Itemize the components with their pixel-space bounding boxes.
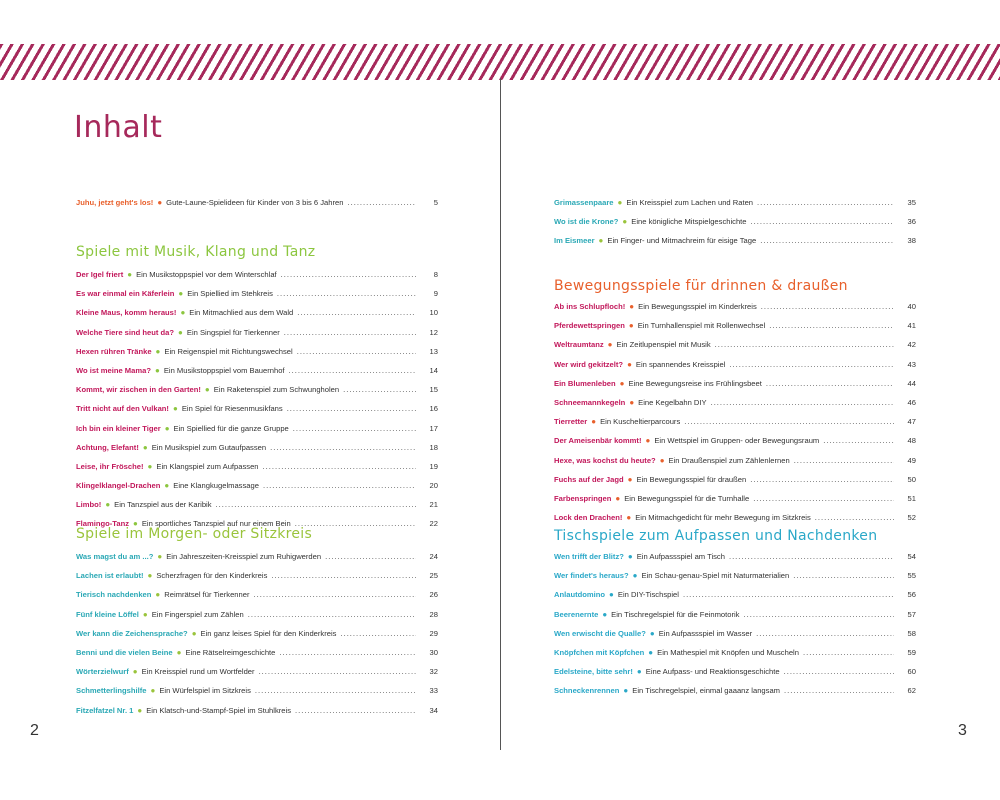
- entry-name: Wen trifft der Blitz?: [554, 552, 624, 561]
- dot-leader: [766, 379, 894, 388]
- entry-page: 15: [429, 385, 438, 395]
- bullet-dot-icon: ●: [204, 385, 210, 395]
- bullet-dot-icon: ●: [628, 321, 634, 331]
- dot-leader: [750, 475, 894, 484]
- bullet-dot-icon: ●: [172, 404, 178, 414]
- entry-name: Achtung, Elefant!: [76, 442, 139, 452]
- dot-leader: [769, 321, 894, 330]
- entry-description: Ein Reigenspiel mit Richtungswechsel: [164, 346, 293, 356]
- dot-leader: [281, 270, 416, 279]
- dot-leader: [255, 686, 416, 695]
- entry-page: 32: [429, 667, 438, 677]
- entry-name: Wen erwischt die Qualle?: [554, 628, 646, 638]
- toc-entry-intro[interactable]: [76, 198, 438, 217]
- entry-description: Ein Würfelspiel im Sitzkreis: [159, 686, 251, 696]
- toc-entry[interactable]: [554, 648, 916, 667]
- entry-name: Tritt nicht auf den Vulkan!: [76, 404, 169, 414]
- toc-entry[interactable]: [554, 552, 916, 571]
- dot-leader: [803, 648, 894, 657]
- entry-description: Ein spannendes Kreisspiel: [635, 359, 726, 369]
- dot-leader: [743, 610, 894, 619]
- dot-leader: [715, 340, 894, 349]
- section-title-tischspiele: Tischspiele zum Aufpassen und Nachdenken: [554, 528, 878, 544]
- entry-name: Wer wird gekitzelt?: [554, 359, 624, 369]
- entry-name: Wo ist meine Mama?: [76, 365, 151, 375]
- dot-leader: [751, 217, 895, 226]
- entry-page: 30: [429, 647, 438, 657]
- bullet-dot-icon: ●: [147, 461, 153, 471]
- entry-page: 60: [907, 667, 916, 677]
- entry-name: Fuchs auf der Jagd: [554, 474, 624, 484]
- dot-leader: [711, 398, 894, 407]
- dot-leader: [270, 443, 416, 452]
- entry-name: Juhu, jetzt geht's los!: [76, 198, 154, 207]
- entry-page: 58: [907, 628, 916, 638]
- toc-entry[interactable]: [554, 494, 916, 513]
- toc-entry[interactable]: [554, 629, 916, 648]
- toc-list-tischspiele: [554, 552, 916, 706]
- toc-entry[interactable]: [76, 385, 438, 404]
- dot-leader: [683, 590, 894, 599]
- dot-leader: [263, 462, 416, 471]
- entry-description: Ein Mitmachgedicht für mehr Bewegung im Sitzkreis: [635, 513, 811, 523]
- dot-leader: [757, 198, 894, 207]
- entry-name: Was magst du am ...?: [76, 552, 154, 561]
- toc-entry[interactable]: [76, 667, 438, 686]
- bullet-dot-icon: ●: [619, 378, 625, 388]
- dot-leader: [287, 404, 416, 413]
- entry-page: 51: [907, 493, 916, 503]
- dot-leader: [293, 424, 416, 433]
- entry-description: Ein sportliches Tanzspiel auf nur einem Bein: [141, 519, 291, 529]
- entry-name: Tierisch nachdenken: [76, 590, 152, 600]
- entry-description: Ein Jahreszeiten-Kreisspiel zum Ruhigwerden: [166, 552, 322, 561]
- dot-leader: [753, 494, 894, 503]
- entry-description: Ein Singspiel für Tierkenner: [186, 327, 280, 337]
- bullet-dot-icon: ●: [598, 236, 604, 246]
- bullet-dot-icon: ●: [180, 308, 186, 318]
- entry-description: Eine Bewegungsreise ins Frühlingsbeet: [628, 378, 762, 388]
- toc-entry[interactable]: [554, 436, 916, 455]
- entry-description: Eine königliche Mitspielgeschichte: [631, 217, 747, 227]
- bullet-dot-icon: ●: [602, 609, 608, 619]
- bullet-dot-icon: ●: [132, 667, 138, 677]
- entry-page: 33: [429, 686, 438, 696]
- entry-description: Ein Zeitlupenspiel mit Musik: [616, 340, 711, 350]
- toc-entry[interactable]: [76, 686, 438, 705]
- dot-leader: [263, 481, 416, 490]
- dot-leader: [297, 347, 416, 356]
- entry-page: 59: [907, 647, 916, 657]
- entry-page: 5: [433, 198, 438, 207]
- entry-page: 44: [907, 378, 916, 388]
- entry-name: Hexen rühren Tränke: [76, 346, 152, 356]
- bullet-dot-icon: ●: [150, 686, 156, 696]
- entry-description: Ein Bewegungsspiel für draußen: [636, 474, 747, 484]
- toc-list-sitzkreis: [76, 552, 438, 725]
- entry-description: Eine Aufpass- und Reaktionsgeschichte: [645, 667, 780, 677]
- bullet-dot-icon: ●: [155, 346, 161, 356]
- dot-leader: [259, 667, 416, 676]
- entry-description: Reimrätsel für Tierkenner: [164, 590, 250, 600]
- entry-description: Gute-Laune-Spielideen für Kinder von 3 bis 6 Jahren: [166, 198, 344, 207]
- entry-name: Tierretter: [554, 417, 588, 427]
- entry-description: Ein Spiellied für die ganze Gruppe: [173, 423, 289, 433]
- toc-entry[interactable]: [554, 590, 916, 609]
- entry-page: 38: [907, 236, 916, 246]
- entry-name: Beerenernte: [554, 609, 599, 619]
- section-title-musik: Spiele mit Musik, Klang und Tanz: [76, 244, 316, 260]
- bullet-dot-icon: ●: [142, 609, 148, 619]
- dot-leader: [340, 629, 416, 638]
- dot-leader: [761, 302, 894, 311]
- entry-description: Ein Bewegungsspiel im Kinderkreis: [638, 302, 757, 311]
- entry-description: Scherzfragen für den Kinderkreis: [156, 571, 268, 581]
- entry-page: 35: [907, 198, 916, 207]
- toc-entry[interactable]: [76, 481, 438, 500]
- toc-entry[interactable]: [554, 236, 916, 255]
- entry-page: 25: [429, 571, 438, 581]
- toc-entry[interactable]: [554, 667, 916, 686]
- entry-description: Ein Musikstoppspiel vom Bauernhof: [163, 365, 285, 375]
- entry-page: 20: [429, 481, 438, 491]
- entry-description: Ein Klatsch-und-Stampf-Spiel im Stuhlkreis: [146, 705, 291, 715]
- bullet-dot-icon: ●: [105, 500, 111, 510]
- entry-name: Ab ins Schlupfloch!: [554, 302, 626, 311]
- toc-entry[interactable]: [76, 424, 438, 443]
- dot-leader: [343, 385, 416, 394]
- bullet-dot-icon: ●: [615, 493, 621, 503]
- entry-page: 21: [429, 500, 438, 510]
- dot-leader: [271, 571, 416, 580]
- entry-name: Fitzelfatzel Nr. 1: [76, 705, 134, 715]
- page-gutter-line: [500, 78, 501, 750]
- bullet-dot-icon: ●: [157, 552, 163, 561]
- bullet-dot-icon: ●: [622, 217, 628, 227]
- toc-entry[interactable]: [554, 571, 916, 590]
- entry-description: Ein Musikspiel zum Gutaufpassen: [151, 442, 267, 452]
- bullet-dot-icon: ●: [137, 705, 143, 715]
- toc-entry[interactable]: [554, 686, 916, 705]
- entry-name: Weltraumtanz: [554, 340, 604, 350]
- entry-name: Schmetterlingshilfe: [76, 686, 147, 696]
- entry-description: Ein Draußenspiel zum Zählenlernen: [668, 455, 790, 465]
- dot-leader: [729, 552, 894, 561]
- entry-name: Schneckenrennen: [554, 686, 620, 696]
- entry-description: Eine Klangkugelmassage: [173, 481, 259, 491]
- bullet-dot-icon: ●: [142, 442, 148, 452]
- toc-entry[interactable]: [76, 328, 438, 347]
- entry-page: 49: [907, 455, 916, 465]
- dot-leader: [784, 667, 894, 676]
- entry-name: Wer findet's heraus?: [554, 571, 629, 581]
- entry-description: Ein Tischregelspiel für die Feinmotorik: [611, 609, 740, 619]
- toc-entry[interactable]: [76, 706, 438, 725]
- entry-description: Ein ganz leises Spiel für den Kinderkreis: [200, 628, 337, 638]
- bullet-dot-icon: ●: [617, 198, 623, 207]
- entry-name: Ich bin ein kleiner Tiger: [76, 423, 161, 433]
- dot-leader: [295, 519, 416, 528]
- bullet-dot-icon: ●: [627, 359, 632, 369]
- entry-name: Limbo!: [76, 500, 102, 510]
- entry-description: Ein Turnhallenspiel mit Rollenwechsel: [637, 321, 766, 331]
- entry-name: Welche Tiere sind heut da?: [76, 327, 175, 337]
- toc-list-musik: [76, 270, 438, 539]
- bullet-dot-icon: ●: [178, 327, 183, 337]
- intro-list: [76, 198, 438, 217]
- bullet-dot-icon: ●: [127, 270, 133, 279]
- entry-name: Edelsteine, bitte sehr!: [554, 667, 633, 677]
- entry-description: Ein Aufpassspiel im Wasser: [658, 628, 753, 638]
- entry-name: Schneemannkegeln: [554, 397, 626, 407]
- dot-leader: [760, 236, 894, 245]
- entry-page: 13: [429, 346, 438, 356]
- dot-leader: [793, 571, 894, 580]
- entry-page: 16: [429, 404, 438, 414]
- entry-name: Im Eismeer: [554, 236, 595, 246]
- dot-leader: [347, 198, 416, 207]
- entry-name: Knöpfchen mit Köpfchen: [554, 647, 645, 657]
- bullet-dot-icon: ●: [648, 647, 654, 657]
- entry-page: 26: [429, 590, 438, 600]
- entry-description: Ein Kuscheltierparcours: [600, 417, 681, 427]
- dot-leader: [279, 648, 416, 657]
- bullet-dot-icon: ●: [154, 365, 160, 375]
- toc-entry[interactable]: [76, 404, 438, 423]
- entry-page: 47: [907, 417, 916, 427]
- bullet-dot-icon: ●: [176, 647, 182, 657]
- entry-description: Ein Finger- und Mitmachreim für eisige Tage: [607, 236, 757, 246]
- section-title-bewegung: Bewegungsspiele für drinnen & draußen: [554, 278, 848, 294]
- entry-page: 14: [429, 365, 438, 375]
- entry-page: 42: [907, 340, 916, 350]
- entry-page: 22: [429, 519, 438, 529]
- entry-description: Ein Spiellied im Stehkreis: [187, 289, 273, 299]
- entry-page: 24: [429, 552, 438, 561]
- entry-name: Benni und die vielen Beine: [76, 647, 173, 657]
- bullet-dot-icon: ●: [164, 423, 170, 433]
- toc-entry[interactable]: [76, 347, 438, 366]
- entry-name: Klingelklangel-Drachen: [76, 481, 161, 491]
- entry-name: Farbenspringen: [554, 493, 612, 503]
- toc-entry[interactable]: [554, 379, 916, 398]
- entry-name: Kleine Maus, komm heraus!: [76, 308, 177, 318]
- bullet-dot-icon: ●: [178, 289, 184, 299]
- toc-entry[interactable]: [76, 270, 438, 289]
- toc-entry[interactable]: [76, 308, 438, 327]
- bullet-dot-icon: ●: [636, 667, 642, 677]
- entry-description: Ein Schau-genau-Spiel mit Naturmaterialien: [641, 571, 790, 581]
- page-number-left: 2: [30, 722, 39, 739]
- toc-list-bewegung: [554, 302, 916, 532]
- toc-entry[interactable]: [76, 462, 438, 481]
- entry-page: 18: [429, 442, 438, 452]
- entry-name: Hexe, was kochst du heute?: [554, 455, 656, 465]
- dot-leader: [289, 366, 416, 375]
- toc-entry[interactable]: [76, 590, 438, 609]
- bullet-dot-icon: ●: [191, 628, 197, 638]
- dot-leader: [216, 500, 416, 509]
- bullet-dot-icon: ●: [607, 340, 613, 350]
- toc-entry[interactable]: [554, 360, 916, 379]
- bullet-dot-icon: ●: [659, 455, 665, 465]
- entry-page: 17: [429, 423, 438, 433]
- entry-page: 12: [429, 327, 438, 337]
- entry-description: Ein Musikstoppspiel vor dem Winterschlaf: [136, 270, 277, 279]
- entry-description: Ein Spiel für Riesenmusikfans: [181, 404, 283, 414]
- bullet-dot-icon: ●: [157, 198, 163, 207]
- entry-description: Ein Fingerspiel zum Zählen: [151, 609, 244, 619]
- entry-page: 54: [907, 552, 916, 561]
- bullet-dot-icon: ●: [627, 474, 633, 484]
- dot-leader: [729, 360, 894, 369]
- entry-name: Der Igel friert: [76, 270, 124, 279]
- entry-page: 43: [907, 359, 916, 369]
- bullet-dot-icon: ●: [155, 590, 161, 600]
- entry-page: 34: [429, 705, 438, 715]
- entry-description: Ein Tanzspiel aus der Karibik: [114, 500, 212, 510]
- entry-page: 52: [907, 513, 916, 523]
- bullet-dot-icon: ●: [133, 519, 138, 529]
- toc-entry[interactable]: [76, 552, 438, 571]
- entry-description: Ein Kreisspiel rund um Wortfelder: [141, 667, 255, 677]
- toc-entry[interactable]: [554, 417, 916, 436]
- bullet-dot-icon: ●: [609, 590, 614, 600]
- toc-entry[interactable]: [76, 610, 438, 629]
- entry-name: Lock den Drachen!: [554, 513, 623, 523]
- entry-description: Ein Klangspiel zum Aufpassen: [156, 461, 259, 471]
- toc-entry[interactable]: [76, 629, 438, 648]
- toc-entry[interactable]: [554, 302, 916, 321]
- entry-page: 28: [429, 609, 438, 619]
- entry-description: Ein Tischregelspiel, einmal gaaanz langsam: [632, 686, 781, 696]
- bullet-dot-icon: ●: [164, 481, 170, 491]
- toc-entry[interactable]: [554, 198, 916, 217]
- entry-description: Ein Mathespiel mit Knöpfen und Muscheln: [657, 647, 799, 657]
- dot-leader: [794, 456, 894, 465]
- entry-name: Flamingo-Tanz: [76, 519, 130, 529]
- entry-page: 10: [429, 308, 438, 318]
- dot-leader: [277, 289, 416, 298]
- entry-description: Ein Aufpassspiel am Tisch: [636, 552, 725, 561]
- toc-entry[interactable]: [76, 366, 438, 385]
- toc-entry[interactable]: [76, 500, 438, 519]
- entry-description: Ein Kreisspiel zum Lachen und Raten: [626, 198, 754, 207]
- entry-name: Der Ameisenbär kommt!: [554, 436, 642, 446]
- entry-page: 29: [429, 628, 438, 638]
- toc-entry[interactable]: [554, 610, 916, 629]
- page-title: Inhalt: [74, 110, 163, 145]
- toc-entry[interactable]: [554, 217, 916, 236]
- entry-page: 55: [907, 571, 916, 581]
- dot-leader: [248, 610, 416, 619]
- dot-leader: [325, 552, 416, 561]
- section-title-sitzkreis: Spiele im Morgen- oder Sitzkreis: [76, 526, 313, 542]
- bullet-dot-icon: ●: [632, 571, 638, 581]
- bullet-dot-icon: ●: [626, 513, 632, 523]
- dot-leader: [684, 417, 894, 426]
- entry-description: Eine Kegelbahn DIY: [638, 397, 707, 407]
- toc-entry[interactable]: [554, 321, 916, 340]
- toc-entry[interactable]: [554, 398, 916, 417]
- bullet-dot-icon: ●: [645, 436, 651, 446]
- entry-description: Ein Mitmachlied aus dem Wald: [189, 308, 294, 318]
- entry-page: 46: [907, 397, 916, 407]
- entry-name: Ein Blumenleben: [554, 378, 616, 388]
- page-number-right: 3: [958, 722, 967, 739]
- entry-page: 62: [907, 686, 916, 696]
- entry-name: Wörterzielwurf: [76, 667, 129, 677]
- entry-name: Pferdewettspringen: [554, 321, 625, 331]
- entry-page: 40: [907, 302, 916, 311]
- entry-description: Ein DIY-Tischspiel: [617, 590, 679, 600]
- entry-page: 50: [907, 474, 916, 484]
- dot-leader: [284, 328, 416, 337]
- toc-list-sitzkreis-continued: [554, 198, 916, 256]
- dot-leader: [254, 590, 417, 599]
- bullet-dot-icon: ●: [591, 417, 597, 427]
- entry-description: Ein Raketenspiel zum Schwungholen: [213, 385, 340, 395]
- decorative-stripe-band: [0, 44, 1000, 80]
- dot-leader: [297, 308, 416, 317]
- entry-name: Wo ist die Krone?: [554, 217, 619, 227]
- bullet-dot-icon: ●: [629, 397, 635, 407]
- entry-page: 8: [433, 270, 438, 279]
- entry-name: Wer kann die Zeichensprache?: [76, 628, 188, 638]
- dot-leader: [756, 629, 894, 638]
- entry-name: Anlautdomino: [554, 590, 606, 600]
- entry-description: Ein Bewegungsspiel für die Turnhalle: [624, 493, 750, 503]
- entry-page: 41: [907, 321, 916, 331]
- bullet-dot-icon: ●: [623, 686, 629, 696]
- bullet-dot-icon: ●: [629, 302, 635, 311]
- entry-description: Eine Rätselreimgeschichte: [185, 647, 276, 657]
- toc-entry[interactable]: [76, 648, 438, 667]
- entry-page: 19: [429, 461, 438, 471]
- entry-page: 36: [907, 217, 916, 227]
- bullet-dot-icon: ●: [627, 552, 633, 561]
- entry-name: Lachen ist erlaubt!: [76, 571, 144, 581]
- dot-leader: [815, 513, 894, 522]
- dot-leader: [784, 686, 894, 695]
- entry-name: Fünf kleine Löffel: [76, 609, 139, 619]
- toc-entry[interactable]: [554, 340, 916, 359]
- dot-leader: [823, 436, 894, 445]
- bullet-dot-icon: ●: [649, 628, 655, 638]
- entry-page: 9: [433, 289, 438, 299]
- toc-entry[interactable]: [76, 443, 438, 462]
- dot-leader: [295, 706, 416, 715]
- bullet-dot-icon: ●: [147, 571, 153, 581]
- entry-page: 56: [907, 590, 916, 600]
- entry-name: Es war einmal ein Käferlein: [76, 289, 175, 299]
- toc-entry[interactable]: [554, 456, 916, 475]
- entry-name: Leise, ihr Frösche!: [76, 461, 144, 471]
- entry-name: Kommt, wir zischen in den Garten!: [76, 385, 201, 395]
- entry-name: Grimassenpaare: [554, 198, 614, 207]
- entry-page: 48: [907, 436, 916, 446]
- toc-entry[interactable]: [76, 571, 438, 590]
- toc-entry[interactable]: [76, 289, 438, 308]
- entry-page: 57: [907, 609, 916, 619]
- entry-description: Ein Wettspiel im Gruppen- oder Bewegungsraum: [654, 436, 820, 446]
- toc-entry[interactable]: [554, 475, 916, 494]
